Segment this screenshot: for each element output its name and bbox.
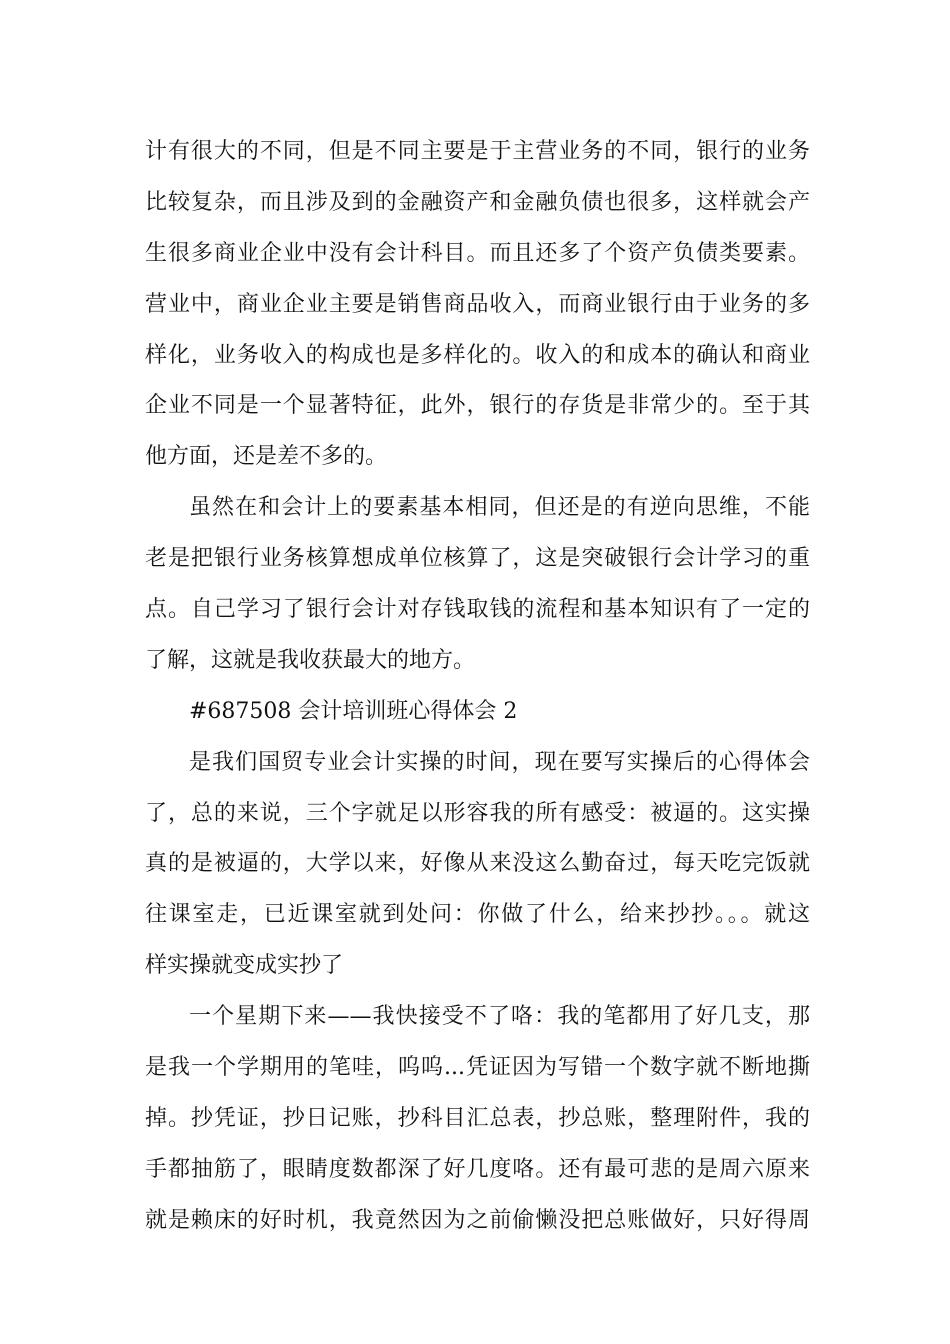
text-line: 是我一个学期用的笔哇，呜呜...凭证因为写错一个数字就不断地撕: [145, 1055, 810, 1081]
text-line: 就是赖床的好时机，我竟然因为之前偷懒没把总账做好，只好得周: [145, 1207, 810, 1233]
section-heading: #687508 会计培训班心得体会 2: [189, 698, 518, 724]
text-line: 手都抽筋了，眼睛度数都深了好几度咯。还有最可悲的是周六原来: [145, 1156, 810, 1182]
text-line: 掉。抄凭证，抄日记账，抄科目汇总表，抄总账，整理附件，我的: [145, 1105, 810, 1131]
document-body: [145, 127, 810, 1247]
text-line: 比较复杂，而且涉及到的金融资产和金融负债也很多，这样就会产: [145, 189, 810, 215]
text-line: 点。自己学习了银行会计对存钱取钱的流程和基本知识有了一定的: [145, 597, 810, 623]
text-line: 老是把银行业务核算想成单位核算了，这是突破银行会计学习的重: [145, 546, 810, 572]
text-line: 了解，这就是我收获最大的地方。: [145, 647, 476, 673]
text-line: 是我们国贸专业会计实操的时间，现在要写实操后的心得体会: [189, 749, 810, 775]
text-line: 样实操就变成实抄了: [145, 953, 344, 979]
text-line: 了，总的来说，三个字就足以形容我的所有感受：被逼的。这实操: [145, 800, 810, 826]
text-line: 他方面，还是差不多的。: [145, 444, 388, 470]
text-line: 计有很大的不同，但是不同主要是于主营业务的不同，银行的业务: [145, 139, 810, 164]
text-line: 企业不同是一个显著特征，此外，银行的存货是非常少的。至于其: [145, 393, 810, 419]
text-line: 样化，业务收入的构成也是多样化的。收入的和成本的确认和商业: [145, 342, 810, 368]
text-line: 一个星期下来——我快接受不了咯：我的笔都用了好几支，那: [189, 1004, 810, 1030]
text-line: 虽然在和会计上的要素基本相同，但还是的有逆向思维，不能: [189, 495, 810, 521]
text-line: 生很多商业企业中没有会计科目。而且还多了个资产负债类要素。: [145, 240, 810, 266]
text-line: 营业中，商业企业主要是销售商品收入，而商业银行由于业务的多: [145, 291, 810, 317]
text-line: 真的是被逼的，大学以来，好像从来没这么勤奋过，每天吃完饭就: [145, 851, 810, 877]
text-line: 往课室走，已近课室就到处问：你做了什么，给来抄抄。。。就这: [145, 902, 810, 928]
